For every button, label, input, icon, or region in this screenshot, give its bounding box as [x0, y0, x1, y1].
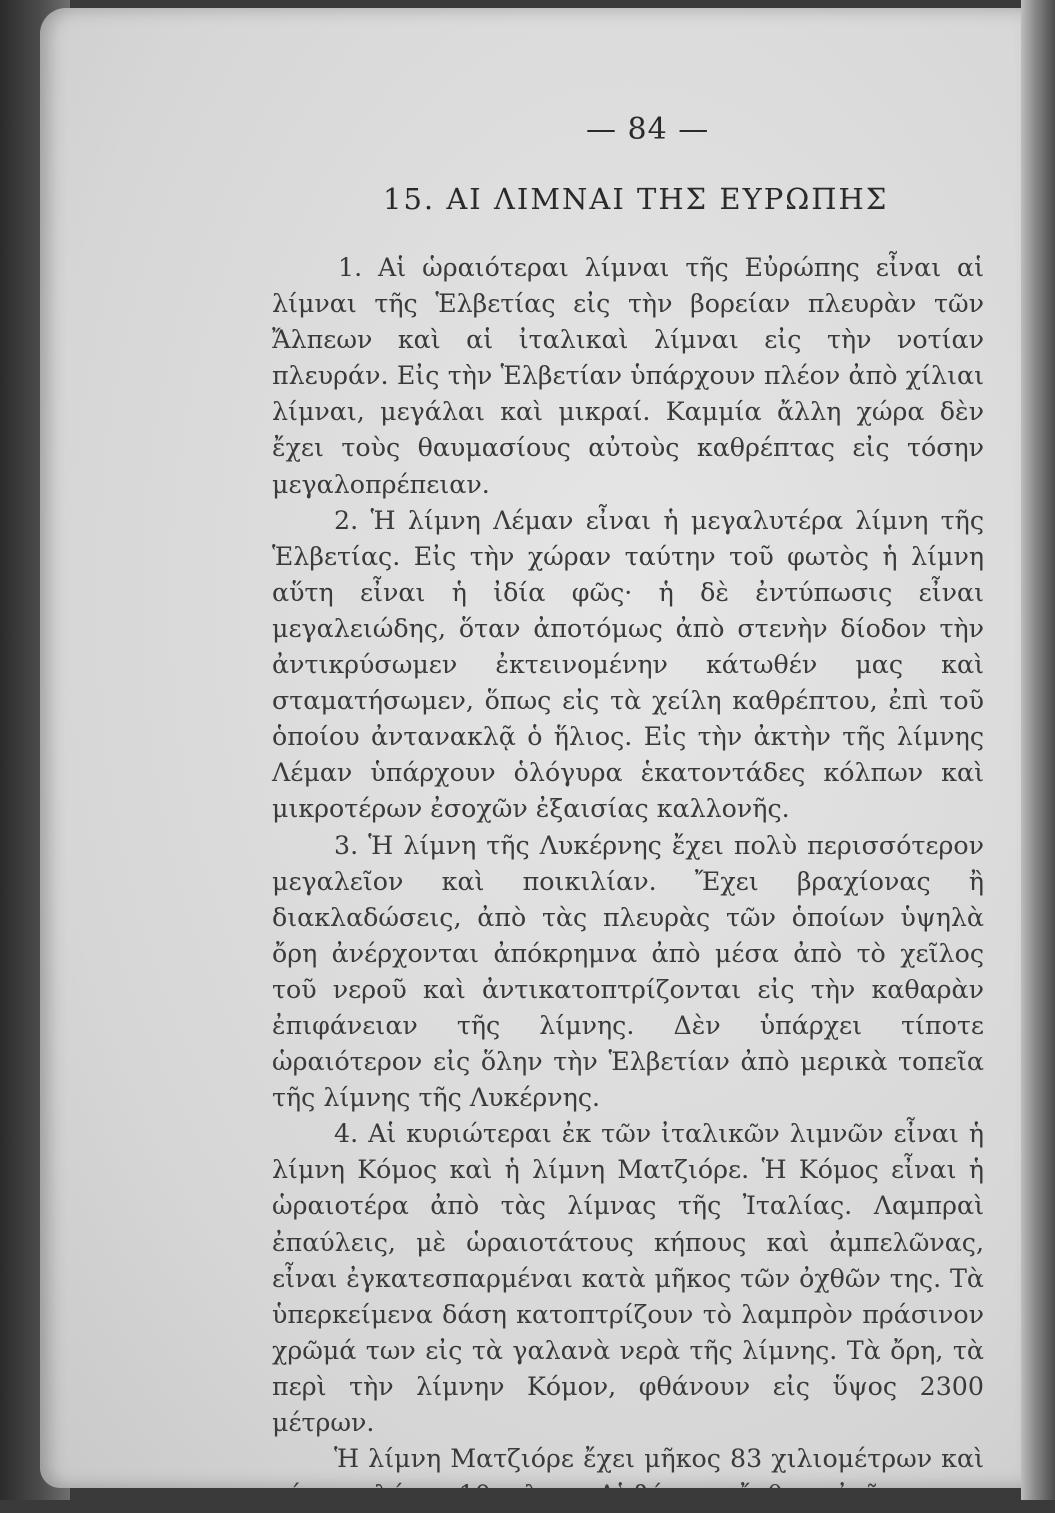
body-text [272, 250, 984, 1513]
page-stack-edge [1021, 0, 1055, 1500]
paragraph-1: 1. Αἱ ὡραιότεραι λίμναι τῆς Εὐρώπης εἶναι αἱ λίμναι τῆς Ἑλβετίας εἰς τὴν βορείαν πλευρὰν τῶν Ἄλπεων καὶ αἱ ἰταλικαὶ λίμναι εἰς τὴν νοτίαν πλευράν. Εἰς τὴν Ἑλβετίαν ὑπάρχουν πλέον ἀπὸ χίλιαι λίμναι, μεγάλαι καὶ μικραί. Καμμία ἄλλη χώρα δὲν ἔχει τοὺς θαυμασίους αὐτοὺς καθρέπτας εἰς τόσην μεγαλοπρέπειαν. [272, 253, 984, 499]
page-number: — 84 — [586, 112, 710, 147]
paragraph-2: 2. Ἡ λίμνη Λέμαν εἶναι ἡ μεγαλυτέρα λίμνη τῆς Ἑλβετίας. Εἰς τὴν χώραν ταύτην τοῦ φωτὸς ἡ λίμνη αὕτη εἶναι ἡ ἰδία φῶς· ἡ δὲ ἐντύπωσις εἶναι μεγαλειώδης, ὅταν ἀποτόμως ἀπὸ στενὴν δίοδον τὴν ἀντικρύσωμεν ἐκτεινομένην κάτωθέν μας καὶ σταματήσωμεν, ὅπως εἰς τὰ χείλη καθρέπτου, ἐπὶ τοῦ ὁποίου ἀντανακλᾷ ὁ ἥλιος. Εἰς τὴν ἀκτὴν τῆς λίμνης Λέμαν ὑπάρχουν ὁλόγυρα ἑκατοντάδες κόλπων καὶ μικροτέρων ἐσοχῶν ἐξαισίας καλλονῆς. [272, 505, 984, 824]
chapter-title: 15. ΑΙ ΛΙΜΝΑΙ ΤΗΣ ΕΥΡΩΠΗΣ [383, 182, 889, 216]
paragraph-5: Ἡ λίμνη Ματζιόρε ἔχει μῆκος 83 χιλιομέτρων καὶ μέσον πλάτος 10 χιλιομ. Αἱ βόρειαι ὄχθαι αὐτῆς [272, 1444, 984, 1510]
paragraph-4: 4. Αἱ κυριώτεραι ἐκ τῶν ἰταλικῶν λιμνῶν εἶναι ἡ λίμνη Κόμος καὶ ἡ λίμνη Ματζιόρε. Ἡ Κόμος εἶναι ἡ ὡραιοτέρα ἀπὸ τὰς λίμνας τῆς Ἰταλίας. Λαμπραὶ ἐπαύλεις, μὲ ὡραιοτάτους κήπους καὶ ἀμπελῶνας, εἶναι ἐγκατεσπαρμέναι κατὰ μῆκος τῶν ὀχθῶν της. Τὰ ὑπερκείμενα δάση κατοπτρίζουν τὸ λαμπρὸν πράσινον χρῶμά των εἰς τὰ γαλανὰ νερὰ τῆς λίμνης. Τὰ ὄρη, τὰ περὶ τὴν λίμνην Κόμον, φθάνουν εἰς ὕψος 2300 μέτρων. [272, 1119, 984, 1437]
paragraph-3: 3. Ἡ λίμνη τῆς Λυκέρνης ἔχει πολὺ περισσότερον μεγαλεῖον καὶ ποικιλίαν. Ἔχει βραχίονας ἢ διακλαδώσεις, ἀπὸ τὰς πλευρὰς τῶν ὁποίων ὑψηλὰ ὄρη ἀνέρχονται ἀπόκρημνα ἀπὸ μέσα ἀπὸ τὸ χεῖλος τοῦ νεροῦ καὶ ἀντικατοπτρίζονται εἰς τὴν καθαρὰν ἐπιφάνειαν τῆς λίμνης. Δὲν ὑπάρχει τίποτε ὡραιότερον εἰς ὅλην τὴν Ἑλβετίαν ἀπὸ μερικὰ τοπεῖα τῆς λίμνης τῆς Λυκέρνης. [272, 830, 984, 1113]
